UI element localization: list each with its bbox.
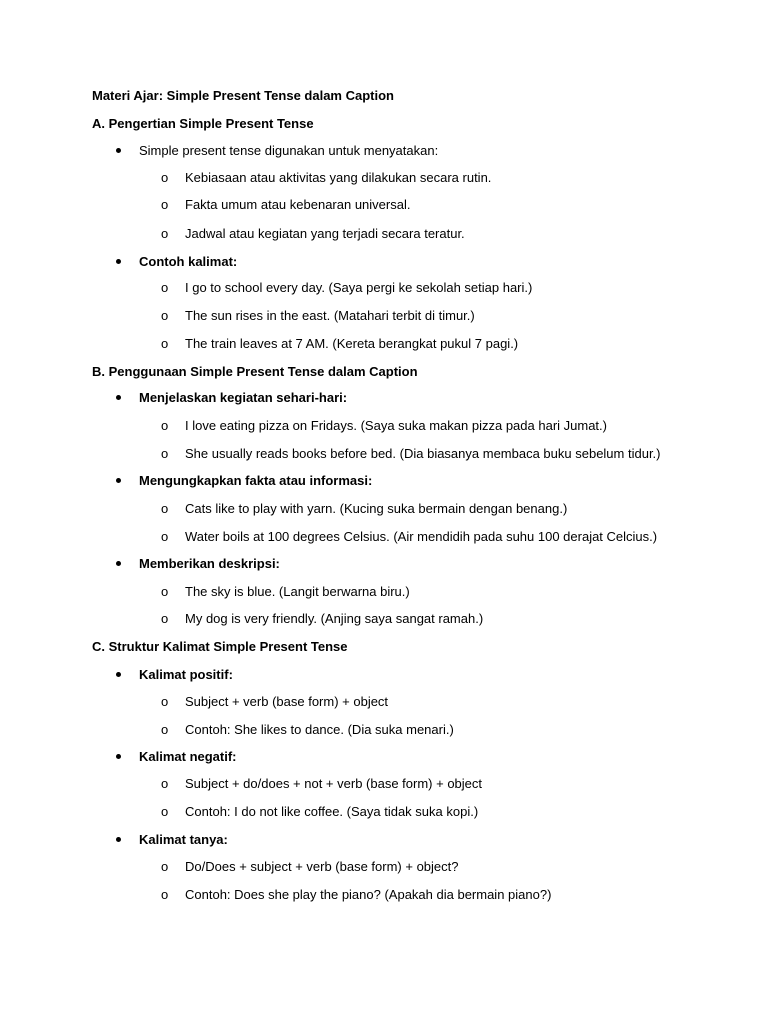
- circle-bullet-icon: o: [161, 170, 169, 185]
- sub-bullet-text: The sun rises in the east. (Matahari terbit di timur.): [185, 308, 475, 323]
- circle-bullet-icon: o: [161, 887, 169, 902]
- sub-bullet-text: I go to school every day. (Saya pergi ke sekolah setiap hari.): [185, 280, 533, 295]
- sub-bullet-text: Cats like to play with yarn. (Kucing suka bermain dengan benang.): [185, 501, 568, 516]
- circle-bullet-icon: o: [161, 722, 169, 737]
- sub-bullet-text: Subject + verb (base form) + object: [185, 694, 389, 709]
- bullet-label: Kalimat negatif:: [139, 749, 237, 764]
- sub-bullet-text: Contoh: I do not like coffee. (Saya tidak suka kopi.): [185, 804, 479, 819]
- sub-bullet-text: Contoh: Does she play the piano? (Apakah dia bermain piano?): [185, 887, 552, 902]
- sub-bullet-text: Water boils at 100 degrees Celsius. (Air mendidih pada suhu 100 derajat Celcius.): [185, 529, 658, 544]
- circle-bullet-icon: o: [161, 418, 169, 433]
- circle-bullet-icon: o: [161, 611, 169, 626]
- bullet-icon: [116, 395, 121, 400]
- sub-bullet-text: Kebiasaan atau aktivitas yang dilakukan secara rutin.: [185, 170, 492, 185]
- circle-bullet-icon: o: [161, 776, 169, 791]
- sub-bullet-text: The train leaves at 7 AM. (Kereta berangkat pukul 7 pagi.): [185, 336, 519, 351]
- bullet-text: Simple present tense digunakan untuk menyatakan:: [139, 143, 439, 158]
- section-a-heading: A. Pengertian Simple Present Tense: [92, 116, 314, 131]
- sub-bullet-text: My dog is very friendly. (Anjing saya sangat ramah.): [185, 611, 484, 626]
- sub-bullet-text: Jadwal atau kegiatan yang terjadi secara teratur.: [185, 226, 465, 241]
- sub-bullet-text: Do/Does + subject + verb (base form) + object?: [185, 859, 459, 874]
- bullet-icon: [116, 837, 121, 842]
- circle-bullet-icon: o: [161, 584, 169, 599]
- bullet-icon: [116, 259, 121, 264]
- bullet-icon: [116, 672, 121, 677]
- sub-bullet-text: The sky is blue. (Langit berwarna biru.): [185, 584, 410, 599]
- circle-bullet-icon: o: [161, 308, 169, 323]
- circle-bullet-icon: o: [161, 501, 169, 516]
- circle-bullet-icon: o: [161, 336, 169, 351]
- bullet-label: Menjelaskan kegiatan sehari-hari:: [139, 390, 348, 405]
- circle-bullet-icon: o: [161, 197, 169, 212]
- sub-bullet-text: She usually reads books before bed. (Dia biasanya membaca buku sebelum tidur.): [185, 446, 661, 461]
- circle-bullet-icon: o: [161, 694, 169, 709]
- section-c-heading: C. Struktur Kalimat Simple Present Tense: [92, 639, 348, 654]
- circle-bullet-icon: o: [161, 226, 169, 241]
- bullet-label: Kalimat positif:: [139, 667, 233, 682]
- bullet-label: Memberikan deskripsi:: [139, 556, 280, 571]
- circle-bullet-icon: o: [161, 859, 169, 874]
- bullet-icon: [116, 754, 121, 759]
- sub-bullet-text: Fakta umum atau kebenaran universal.: [185, 197, 411, 212]
- circle-bullet-icon: o: [161, 280, 169, 295]
- circle-bullet-icon: o: [161, 529, 169, 544]
- circle-bullet-icon: o: [161, 804, 169, 819]
- bullet-icon: [116, 478, 121, 483]
- bullet-label: Kalimat tanya:: [139, 832, 228, 847]
- section-b-heading: B. Penggunaan Simple Present Tense dalam Caption: [92, 364, 418, 379]
- document-title: Materi Ajar: Simple Present Tense dalam Caption: [92, 88, 394, 103]
- bullet-label: Contoh kalimat:: [139, 254, 238, 269]
- bullet-icon: [116, 561, 121, 566]
- sub-bullet-text: Contoh: She likes to dance. (Dia suka menari.): [185, 722, 454, 737]
- bullet-icon: [116, 148, 121, 153]
- sub-bullet-text: I love eating pizza on Fridays. (Saya suka makan pizza pada hari Jumat.): [185, 418, 607, 433]
- bullet-label: Mengungkapkan fakta atau informasi:: [139, 473, 373, 488]
- sub-bullet-text: Subject + do/does + not + verb (base form) + object: [185, 776, 483, 791]
- circle-bullet-icon: o: [161, 446, 169, 461]
